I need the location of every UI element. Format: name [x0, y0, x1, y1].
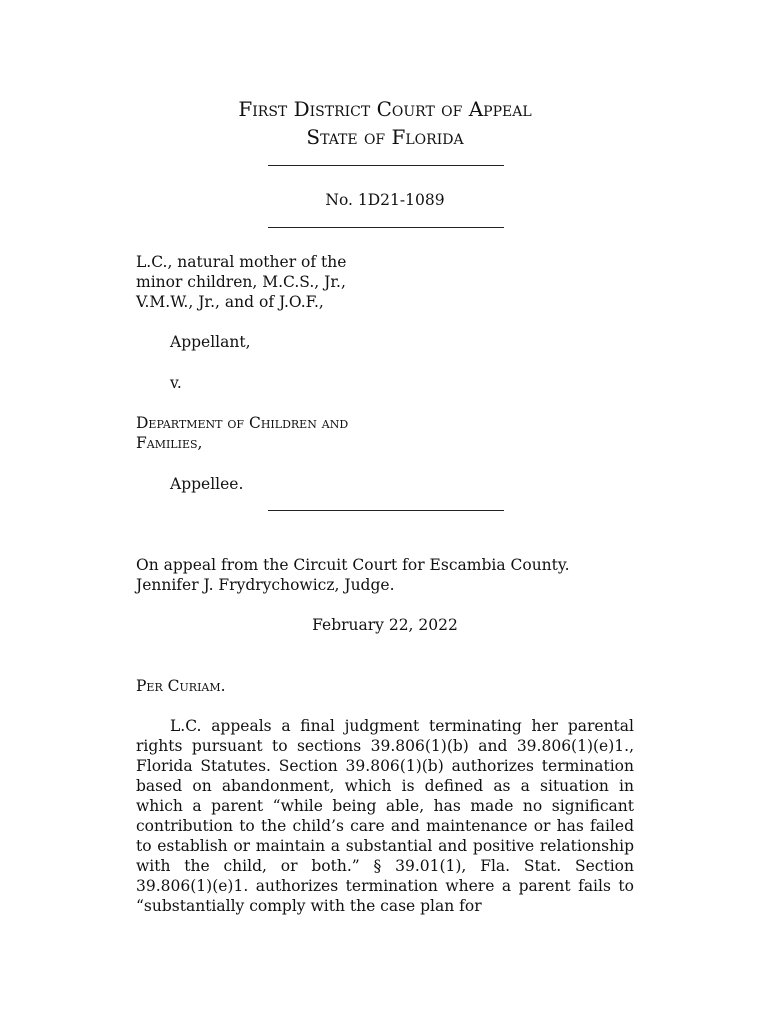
appellee-name-line: Department of Children and: [136, 414, 349, 432]
opinion-paragraph: L.C. appeals a final judgment terminating her parental rights pursuant to sections 39.806(1)(b) and 39.806(1)(e)1., Florida Statutes. Section 39.806(1)(b) authorizes termination based on abandonment, which is defined as a situation in which a parent “while being able, has made no significant contribution to the child’s care and maintenance or has failed to establish or maintain a substantial and positive relationship with the child, or both.” § 39.01(1), Fla. Stat. Section 39.806(1)(e)1. authorizes termination where a parent fails to “substantially comply with the case plan for: [136, 717, 634, 915]
divider-rule: [268, 165, 504, 166]
appellant-name-line: L.C., natural mother of the: [136, 253, 347, 271]
case-number: No. 1D21-1089: [325, 191, 445, 209]
appellant-name-line: V.M.W., Jr., and of J.O.F.,: [136, 293, 324, 311]
appellee-role: Appellee.: [170, 475, 244, 493]
per-curiam-heading: Per Curiam.: [136, 677, 226, 695]
court-name: First District Court of Appeal: [238, 97, 532, 121]
appeal-source: On appeal from the Circuit Court for Escambia County.: [136, 556, 570, 574]
trial-judge: Jennifer J. Frydrychowicz, Judge.: [136, 576, 395, 594]
appellant-name-line: minor children, M.C.S., Jr.,: [136, 273, 346, 291]
court-state: State of Florida: [306, 125, 464, 149]
appellee-name-line: Families,: [136, 434, 203, 452]
decision-date: February 22, 2022: [312, 616, 458, 634]
divider-rule: [268, 510, 504, 511]
divider-rule: [268, 227, 504, 228]
versus-label: v.: [170, 374, 182, 392]
appellant-role: Appellant,: [170, 333, 251, 351]
